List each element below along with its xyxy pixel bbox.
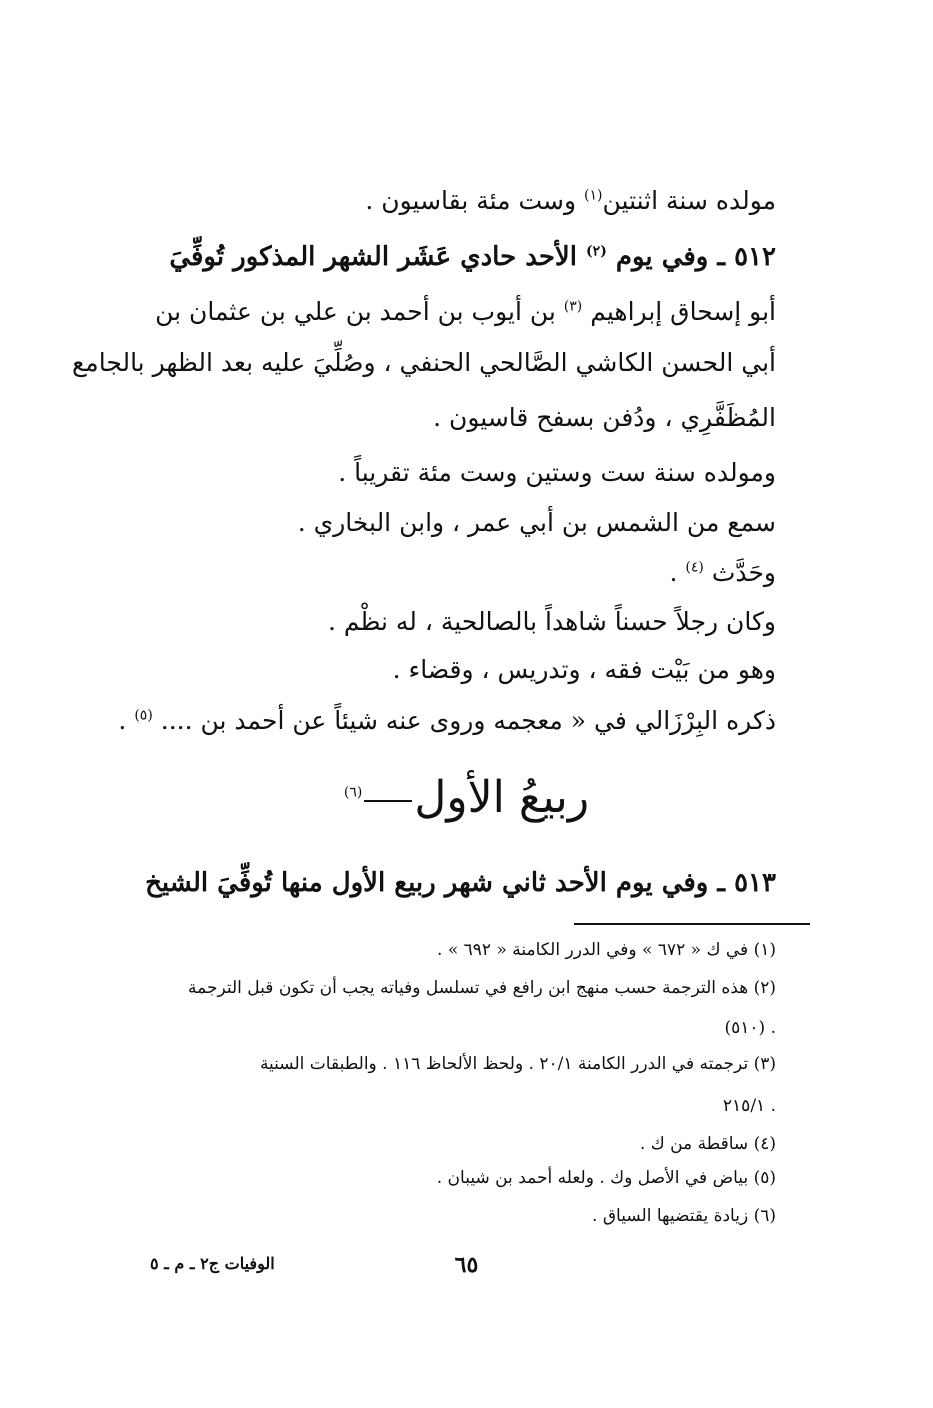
entry-512-text-b: الأحد حادي عَشَر الشهر المذكور تُوفِّيَ — [169, 242, 577, 272]
footnote-separator — [574, 923, 810, 925]
entry-512-line-7 — [669, 558, 776, 587]
footnote-3-line-2: . ٢١٥/١ — [722, 1096, 776, 1116]
birth-line-text: مولده سنة اثنتين — [602, 186, 776, 215]
entry-512-line-7-text: وحَدَّث — [711, 558, 776, 587]
footnote-ref-1: (١) — [584, 187, 603, 204]
entry-513-text: وفي يوم الأحد ثاني شهر ربيع الأول منها تُوفِّيَ الشيخ — [145, 868, 709, 898]
entry-512-line-7-end: . — [669, 558, 678, 587]
entry-512-line-10-text: ذكره البِرْزَالي في « معجمه وروى عنه شيئاً عن أحمد بن .... — [160, 706, 776, 735]
heading-extension-line — [364, 800, 412, 802]
entry-512-line-2 — [155, 297, 776, 326]
entry-512-line-8: وكان رجلاً حسناً شاهداً بالصالحية ، له نظْم . — [327, 607, 776, 636]
footnote-ref-2: (٢) — [586, 243, 607, 260]
entry-513-first-line — [145, 868, 776, 898]
footnote-ref-3: (٣) — [563, 298, 583, 315]
section-heading — [0, 772, 933, 823]
footnote-2-line-1: (٢) هذه الترجمة حسب منهج ابن رافع في تسلسل وفياته يجب أن تكون قبل الترجمة — [188, 978, 776, 998]
entry-512-line-2-a: أبو إسحاق إبراهيم — [590, 297, 776, 326]
footnote-ref-4: (٤) — [685, 559, 704, 576]
entry-512-line-3: أبي الحسن الكاشي الصَّالحي الحنفي ، وصُلِّيَ عليه بعد الظهر بالجامع — [72, 348, 776, 377]
footnote-4: (٤) ساقطة من ك . — [639, 1134, 776, 1154]
entry-512-text-a: وفي يوم — [615, 242, 709, 272]
birth-line-end: وست مئة بقاسيون . — [365, 186, 577, 215]
footnote-5: (٥) بياض في الأصل وك . ولعله أحمد بن شيبان . — [436, 1168, 776, 1188]
entry-512-first-line — [169, 242, 776, 272]
footnote-6: (٦) زيادة يقتضيها السياق . — [592, 1206, 776, 1226]
entry-512-line-9: وهو من بَيْت فقه ، وتدريس ، وقضاء . — [392, 655, 776, 684]
entry-512-line-6: سمع من الشمس بن أبي عمر ، وابن البخاري . — [297, 508, 776, 537]
entry-512-line-10 — [118, 706, 776, 735]
entry-512-line-2-b: بن أيوب بن أحمد بن علي بن عثمان بن — [155, 297, 556, 326]
entry-512-number: ٥١٢ ـ — [717, 242, 776, 272]
footer-volume-mark: الوفيات ج٢ ـ م ـ ٥ — [150, 1254, 275, 1273]
section-heading-text: ربيعُ الأول — [414, 772, 590, 823]
footnote-ref-5: (٥) — [134, 707, 153, 724]
footnote-1: (١) في ك « ٦٧٢ » وفي الدرر الكامنة « ٦٩٢ » . — [437, 940, 776, 960]
entry-512-line-10-end: . — [118, 706, 127, 735]
footnote-3-line-1: (٣) ترجمته في الدرر الكامنة ٢٠/١ . ولحظ الألحاظ ١١٦ . والطبقات السنية — [259, 1054, 776, 1074]
entry-512-line-5: ومولده سنة ست وستين وست مئة تقريباً . — [338, 458, 776, 487]
footnote-ref-6: (٦) — [343, 784, 363, 801]
entry-512-line-4: المُظَفَّرِي ، ودُفن بسفح قاسيون . — [433, 403, 776, 432]
page-number: ٦٥ — [454, 1252, 479, 1278]
birth-line — [365, 186, 776, 215]
entry-513-number: ٥١٣ ـ — [717, 868, 776, 898]
footnote-2-line-2: . (٥١٠) — [724, 1018, 776, 1038]
